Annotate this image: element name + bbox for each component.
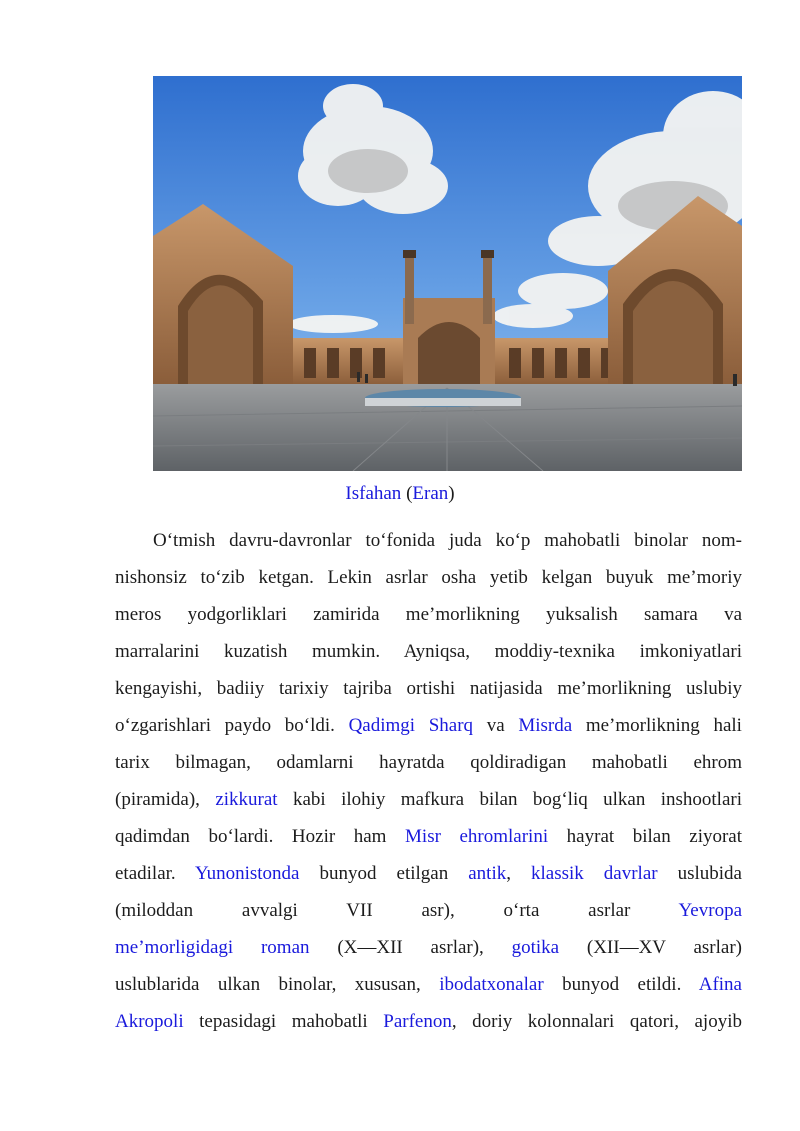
- text-run: tarix bilmagan, odamlarni hayratda qoldiradigan mahobatli ehrom: [115, 752, 742, 773]
- hyperlink[interactable]: klassik davrlar: [531, 863, 658, 884]
- text-line: [115, 1003, 742, 1040]
- text-run: kengayishi, badiiy tarixiy tajriba ortishi natijasida me’morlikning uslubiy: [115, 678, 742, 699]
- mosque-courtyard-photo: [153, 76, 742, 471]
- body-paragraph: [115, 522, 742, 1040]
- caption-paren-close: ): [448, 483, 455, 504]
- text-line: [115, 929, 742, 966]
- text-run: qadimdan bo‘lardi. Hozir ham: [115, 826, 406, 847]
- hyperlink[interactable]: ibodatxonalar: [439, 974, 544, 995]
- text-run: (XII—XV asrlar): [559, 937, 742, 958]
- text-run: o‘zgarishlari paydo bo‘ldi.: [115, 715, 349, 736]
- text-run: , doriy kolonnalari qatori, ajoyib: [451, 1011, 742, 1032]
- text-run: uslubida: [657, 863, 742, 884]
- text-run: marralarini kuzatish mumkin. Ayniqsa, moddiy-texnika imkoniyatlari: [115, 641, 742, 662]
- text-line: [115, 670, 742, 707]
- text-line: [115, 633, 742, 670]
- text-run: ,: [506, 863, 531, 884]
- caption-link-isfahan[interactable]: Isfahan: [345, 483, 402, 504]
- text-line: [115, 522, 742, 559]
- text-run: (piramida),: [115, 789, 216, 810]
- text-run: O‘tmish davru-davronlar to‘fonida juda ko‘p mahobatli binolar nom-: [153, 530, 742, 551]
- text-line: [115, 781, 742, 818]
- hyperlink[interactable]: Qadimgi Sharq: [348, 715, 474, 736]
- caption-paren-open: (: [406, 483, 413, 504]
- hyperlink[interactable]: me’morligidagi roman: [115, 937, 310, 958]
- hyperlink[interactable]: antik: [468, 863, 507, 884]
- text-run: (X—XII asrlar),: [309, 937, 512, 958]
- text-line: [115, 707, 742, 744]
- text-run: bunyod etilgan: [299, 863, 469, 884]
- hyperlink[interactable]: zikkurat: [215, 789, 278, 810]
- hyperlink[interactable]: gotika: [511, 937, 560, 958]
- hyperlink[interactable]: Misr ehromlarini: [405, 826, 549, 847]
- text-run: tepasidagi mahobatli: [183, 1011, 384, 1032]
- text-run: uslublarida ulkan binolar, xususan,: [115, 974, 440, 995]
- text-line: [115, 892, 742, 929]
- caption-link-eran[interactable]: Eran: [412, 483, 449, 504]
- text-line: [115, 744, 742, 781]
- hyperlink[interactable]: Yevropa: [678, 900, 742, 921]
- text-line: [115, 596, 742, 633]
- text-run: meros yodgorliklari zamirida me’morlikning yuksalish samara va: [115, 604, 742, 625]
- text-run: (miloddan avvalgi VII asr), o‘rta asrlar: [115, 900, 679, 921]
- text-line: [115, 966, 742, 1003]
- hyperlink[interactable]: Parfenon: [383, 1011, 452, 1032]
- text-run: hayrat bilan ziyorat: [548, 826, 743, 847]
- text-line: [115, 855, 742, 892]
- text-run: kabi ilohiy mafkura bilan bog‘liq ulkan inshootlari: [277, 789, 742, 810]
- hyperlink[interactable]: Akropoli: [115, 1011, 184, 1032]
- text-run: nishonsiz to‘zib ketgan. Lekin asrlar osha yetib kelgan buyuk me’moriy: [115, 567, 742, 588]
- text-line: [115, 818, 742, 855]
- text-run: me’morlikning hali: [572, 715, 742, 736]
- figure-caption: [0, 480, 800, 508]
- hyperlink[interactable]: Afina: [698, 974, 742, 995]
- text-run: va: [473, 715, 519, 736]
- text-run: bunyod etildi.: [543, 974, 699, 995]
- hyperlink[interactable]: Yunonistonda: [194, 863, 300, 884]
- text-run: etadilar.: [115, 863, 195, 884]
- hyperlink[interactable]: Misrda: [518, 715, 573, 736]
- text-line: [115, 559, 742, 596]
